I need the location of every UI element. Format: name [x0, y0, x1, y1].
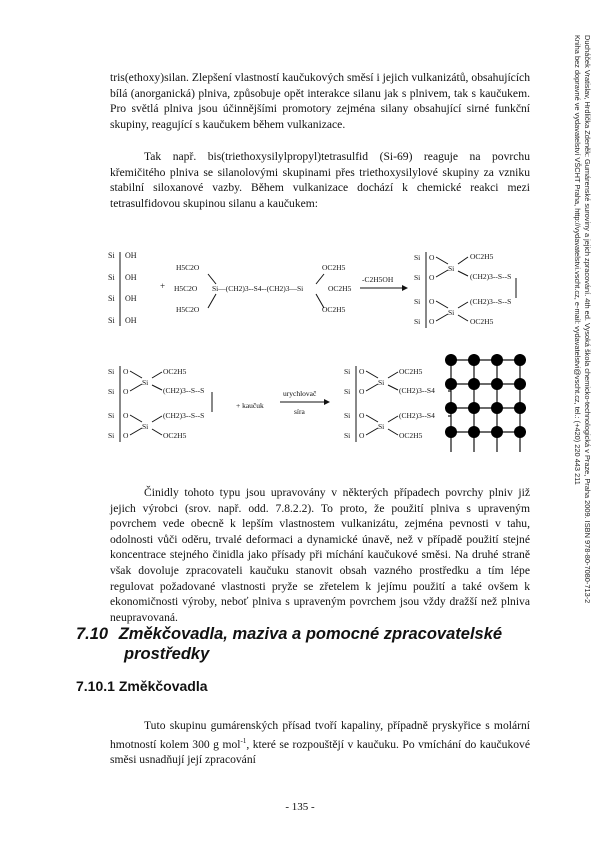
rubber-network-grid [445, 354, 526, 452]
svg-text:Si: Si [378, 422, 385, 431]
svg-text:Si: Si [414, 317, 421, 326]
svg-text:O: O [429, 253, 435, 262]
svg-text:Si: Si [108, 431, 115, 440]
svg-text:O: O [429, 317, 435, 326]
svg-text:Si: Si [108, 367, 115, 376]
svg-text:Si: Si [108, 316, 115, 325]
modified-silica-product [414, 252, 516, 328]
side-citation [572, 35, 592, 795]
svg-text:OC2H5: OC2H5 [322, 305, 346, 314]
page-number: - 135 - [285, 801, 315, 813]
svg-text:Si: Si [108, 273, 115, 282]
vulcanized-product [344, 366, 435, 442]
svg-text:Si: Si [414, 297, 421, 306]
svg-text:O: O [123, 431, 129, 440]
citation-line-2: Kniha bez dopravné ve vydavatelství VŠCHT Praha, http://vydavatelstvi.vscht.cz, e-mail: vydavatelstvi@vscht.cz, tel.: (+420) 220 443 211 [573, 35, 582, 485]
svg-text:OC2H5: OC2H5 [163, 431, 187, 440]
svg-text:H5C2O: H5C2O [176, 263, 200, 272]
paragraph-intro: tris(ethoxy)silan. Zlepšení vlastností kaučukových směsí i jejich vulkanizátů, obsahujících bílá (anorganická) plniva, způsobuje opět interakce silanu jak s plnivem, tak s kaučukem. Pro světlá plniva jsou účinnějšími promotory zejména silany obsahující sirné funkční skupiny, reagující s kaučukem během vulkanizace. [110, 71, 530, 131]
svg-text:OH: OH [125, 316, 137, 325]
reaction-scheme [108, 246, 528, 466]
svg-text:Si: Si [344, 387, 351, 396]
svg-text:(CH2)3--S4: (CH2)3--S4 [399, 386, 435, 395]
svg-text:Si: Si [448, 264, 455, 273]
svg-text:+: + [160, 281, 166, 291]
reaction-arrow-1 [360, 275, 408, 291]
citation-line-1: Ducháček Vratislav, Hrdlička Zdeněk: Gumárenské suroviny a jejich zpracování. 4th ed. Vysoká škola chemicko-technologická v Praze, Praha 2009. ISBN 978-80-7080-713-2 [583, 35, 592, 604]
svg-text:Si—(CH2)3--S4--(CH2)3—Si: Si—(CH2)3--S4--(CH2)3—Si [212, 284, 304, 293]
svg-text:O: O [359, 367, 365, 376]
subsection-heading: 7.10.1 Změkčovadla [76, 678, 208, 694]
svg-text:(CH2)3--S--S: (CH2)3--S--S [163, 411, 205, 420]
svg-text:(CH2)3--S--S: (CH2)3--S--S [470, 272, 512, 281]
svg-text:(CH2)3--S4: (CH2)3--S4 [399, 411, 435, 420]
svg-text:(CH2)3--S--S: (CH2)3--S--S [470, 297, 512, 306]
svg-text:O: O [359, 387, 365, 396]
svg-text:Si: Si [414, 273, 421, 282]
svg-text:-C2H5OH: -C2H5OH [362, 275, 394, 284]
svg-text:OH: OH [125, 251, 137, 260]
svg-text:OC2H5: OC2H5 [322, 263, 346, 272]
silica-surface-oh [108, 251, 137, 326]
paragraph-plasticizers: Tuto skupinu gumárenských přísad tvoří kapaliny, případně pryskyřice s molární hmotností kolem 300 g mol$^{-1}$, které se rozpouštějí v kaučuku. Po vmíchání do kaučukové směsi usnadňují její zpracování [110, 719, 530, 767]
svg-text:O: O [359, 431, 365, 440]
svg-text:OC2H5: OC2H5 [470, 252, 494, 261]
svg-text:OC2H5: OC2H5 [399, 367, 423, 376]
paragraph-surface-treatment: Činidly tohoto typu jsou upravovány v některých případech povrchy plniv již jejich výrobci (srov. např. odd. 7.8.2.2). To proto, že použití plniva s upraveným povrchem vede obecně k lepším vlastnostem vulkanizátu, zejména pevnosti v tahu, odolnosti vůči oděru, trvalé deformaci a dynamické únavě, než v případě použití stejné koncentrace stejného činidla jako přísady při míchání kaučukové směsi. Na druhé straně však dovoluje zpracovateli kaučuku stanovit obsah vazného prostředku a tím lépe regulovat požadované vlastnosti pryže se zřetelem k jejímu použití a také ovšem k ekonomičnosti výroby, neboť plniva s upraveným povrchem jsou vždy dražší než plniva neupravovaná. [110, 486, 530, 624]
section-title-line2: prostředky [124, 645, 210, 663]
svg-text:Si: Si [142, 422, 149, 431]
svg-text:Si: Si [108, 294, 115, 303]
reaction-arrow-2 [280, 389, 330, 416]
svg-text:Si: Si [142, 378, 149, 387]
svg-text:Si: Si [448, 308, 455, 317]
svg-text:OC2H5: OC2H5 [328, 284, 352, 293]
svg-text:Si: Si [344, 411, 351, 420]
svg-text:Si: Si [108, 251, 115, 260]
svg-text:síra: síra [294, 407, 305, 416]
paragraph-si69: Tak např. bis(triethoxysilylpropyl)tetrasulfid (Si-69) reaguje na povrchu křemičitého plniva se silanolovými skupinami přes triethoxysilylové skupiny za vzniku stabilní siloxanové vazby. Během vulkanizace dochází k chemické reakci mezi tetrasulfidovou skupinou silanu a kaučukem: [110, 150, 530, 210]
svg-text:Si: Si [108, 387, 115, 396]
svg-text:O: O [359, 411, 365, 420]
svg-text:H5C2O: H5C2O [176, 305, 200, 314]
section-number: 7.10 [76, 625, 109, 643]
svg-text:Si: Si [378, 378, 385, 387]
svg-text:Si: Si [414, 253, 421, 262]
svg-text:(CH2)3--S--S: (CH2)3--S--S [163, 386, 205, 395]
si69-molecule [174, 263, 352, 314]
svg-text:OC2H5: OC2H5 [470, 317, 494, 326]
svg-text:urychlovač: urychlovač [283, 389, 317, 398]
svg-text:OC2H5: OC2H5 [163, 367, 187, 376]
svg-text:O: O [123, 387, 129, 396]
svg-text:O: O [123, 411, 129, 420]
svg-text:H5C2O: H5C2O [174, 284, 198, 293]
svg-text:O: O [429, 273, 435, 282]
plus-rubber-label: + kaučuk [236, 401, 264, 410]
section-title-line1: Změkčovadla, maziva a pomocné zpracovatelské [118, 625, 503, 643]
svg-text:OC2H5: OC2H5 [399, 431, 423, 440]
modified-silica-reactant [108, 366, 212, 442]
svg-text:Si: Si [344, 431, 351, 440]
svg-text:Si: Si [108, 411, 115, 420]
svg-text:OH: OH [125, 273, 137, 282]
svg-text:O: O [123, 367, 129, 376]
section-heading [76, 624, 516, 664]
svg-text:Si: Si [344, 367, 351, 376]
svg-text:O: O [429, 297, 435, 306]
svg-text:OH: OH [125, 294, 137, 303]
